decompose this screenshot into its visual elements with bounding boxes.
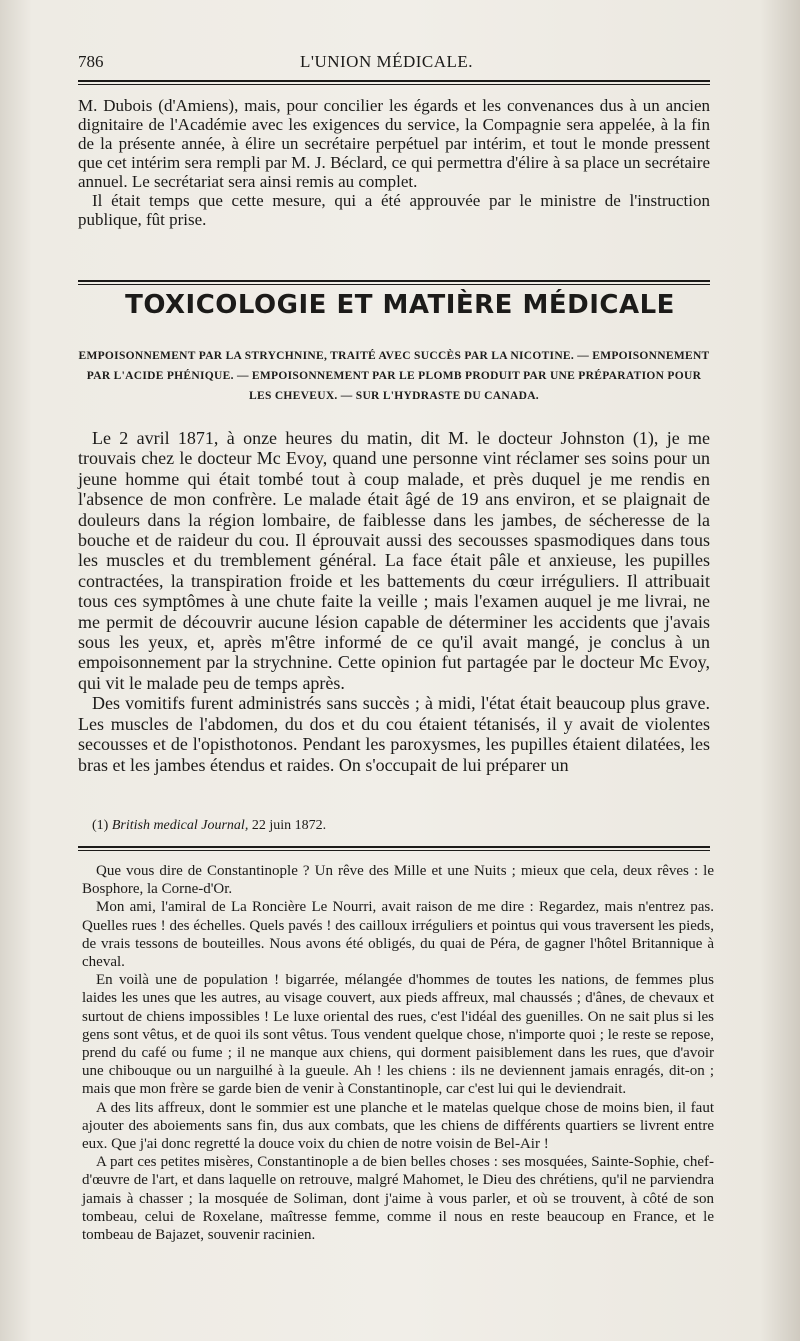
- footnote: [92, 818, 712, 834]
- paragraph: Que vous dire de Constantinople ? Un rêve des Mille et une Nuits ; mieux que cela, deux rêves : le Bosphore, la Corne-d'Or.: [82, 863, 714, 898]
- footnote-date: 22 juin 1872.: [251, 818, 327, 833]
- paragraph: En voilà une de population ! bigarrée, mélangée d'hommes de toutes les nations, de femmes plus laides les unes que les autres, au visage couvert, aux pieds affreux, mal chaussés ; d'ânes, de chevaux et surtout de chiens impossibles ! Le luxe oriental des rues, c'est l'idéal des guenilles. On ne sait plus si les gens sont vêtus, et de quoi ils sont vêtus. Tous vendent quelque chose, n'importe quoi ; le reste se repose, prend du café ou fume ; il ne manque aux chiens, qui dorment paisiblement dans les rues, que d'avoir une chibouque ou un narguilhé à la gueule. Ah ! les chiens : ils ne deviennent jamais enragés, dit-on ; mais que mon frère se garde bien de venir à Constantinople, car c'est lui qui le deviendrait.: [82, 972, 714, 1098]
- footnote-marker: (1): [92, 818, 109, 833]
- section-rule-top: [78, 280, 710, 282]
- paragraph: Il était temps que cette mesure, qui a été approuvée par le ministre de l'instruction publique, fût prise.: [78, 191, 710, 229]
- header-rule-thin: [78, 84, 710, 85]
- page-header: [78, 52, 710, 74]
- paragraph: Des vomitifs furent administrés sans succès ; à midi, l'état était beaucoup plus grave. Les muscles de l'abdomen, du dos et du cou étaient tétanisés, il y avait de violentes secousses et de l'opisthotonos. Pendant les paroxysmes, les pupilles étaient dilatées, les bras et les jambes étendus et raides. On s'occupait de lui préparer un: [78, 693, 710, 775]
- continued-text: [78, 96, 710, 229]
- feuilleton-text: [82, 862, 714, 1244]
- paragraph: Le 2 avril 1871, à onze heures du matin, dit M. le docteur Johnston (1), je me trouvais chez le docteur Mc Evoy, quand une personne vint réclamer ses soins pour un jeune homme qui était tombé tout à coup malade, et près duquel je me rendis en l'absence de mon confrère. Le malade était âgé de 19 ans environ, et se plaignait de douleurs dans la région lombaire, de faiblesse dans les jambes, de sécheresse de la bouche et de raideur du cou. Il éprouvait aussi des secousses spasmodiques dans tous les muscles et du tremblement général. La face était pâle et anxieuse, les pupilles contractées, la transpiration froide et les battements du cœur irréguliers. Il attribuait tous ces symptômes à une chute faite la veille ; mais l'examen auquel je me livrai, ne me permit de découvrir aucune lésion capable de déterminer les accidents que j'avais sous les yeux, et, après m'être informé de ce qu'il avait mangé, je conclus à un empoisonnement par la strychnine. Cette opinion fut partagée par le docteur Mc Evoy, qui vit le malade peu de temps après.: [78, 428, 710, 693]
- paragraph: A des lits affreux, dont le sommier est une planche et le matelas quelque chose de moins bien, il faut ajouter des aboiements sans fin, dus aux combats, que les chiens de différents quartiers se livrent entre eux. Que j'ai donc regretté la douce voix du chien de notre voisin de Bel-Air !: [82, 1099, 714, 1153]
- article-heading: EMPOISONNEMENT PAR LA STRYCHNINE, TRAITÉ AVEC SUCCÈS PAR LA NICOTINE. — EMPOISONNEMENT PAR L'ACIDE PHÉNIQUE. — EMPOISONNEMENT PAR LE PLOMB PRODUIT PAR UNE PRÉPARATION POUR LES CHEVEUX. — SUR L'HYDRASTE DU CANADA.: [78, 350, 710, 402]
- section-title: TOXICOLOGIE ET MATIÈRE MÉDICALE: [125, 290, 675, 320]
- paragraph: Mon ami, l'amiral de La Roncière Le Nourri, avait raison de me dire : Regardez, mais n'entrez pas. Quelles rues ! des échelles. Quels pavés ! des cailloux irréguliers et pointus qui vous traversent les pieds, de vrais tessons de bouteilles. Nous avons été obligés, du quai de Péra, de gagner l'hôtel Britannique à cheval.: [82, 899, 714, 971]
- paragraph: A part ces petites misères, Constantinople a de bien belles choses : ses mosquées, Sainte-Sophie, chef-d'œuvre de l'art, et dans laquelle on retrouve, malgré Mahomet, le Dieu des chrétiens, qu'il ne parviendra jamais à chasser ; la mosquée de Soliman, dont j'aime à vous parler, et où se trouvent, à côté de son tombeau, celui de Roxelane, maîtresse femme, comme il nous en reste beaucoup en France, et le tombeau de Bajazet, souvenir racinien.: [82, 1154, 714, 1244]
- article-body: [78, 428, 710, 775]
- feuilleton-rule-thin: [78, 850, 710, 851]
- section-rule-top-thin: [78, 284, 710, 285]
- feuilleton-rule: [78, 846, 710, 848]
- page-number: 786: [78, 52, 104, 71]
- paragraph: M. Dubois (d'Amiens), mais, pour concilier les égards et les convenances dus à un ancien dignitaire de l'Académie avec les exigences du service, la Compagnie sera appelée, à la fin de la présente année, à élire un secrétaire perpétuel par intérim, et tout le monde pressent que cet intérim sera rempli par M. J. Béclard, ce qui permettra d'élire à sa place un secrétaire annuel. Le secrétariat sera ainsi remis au complet.: [78, 96, 710, 191]
- footnote-source: British medical Journal,: [111, 818, 249, 833]
- journal-title: L'UNION MÉDICALE.: [300, 52, 474, 71]
- header-rule: [78, 80, 710, 82]
